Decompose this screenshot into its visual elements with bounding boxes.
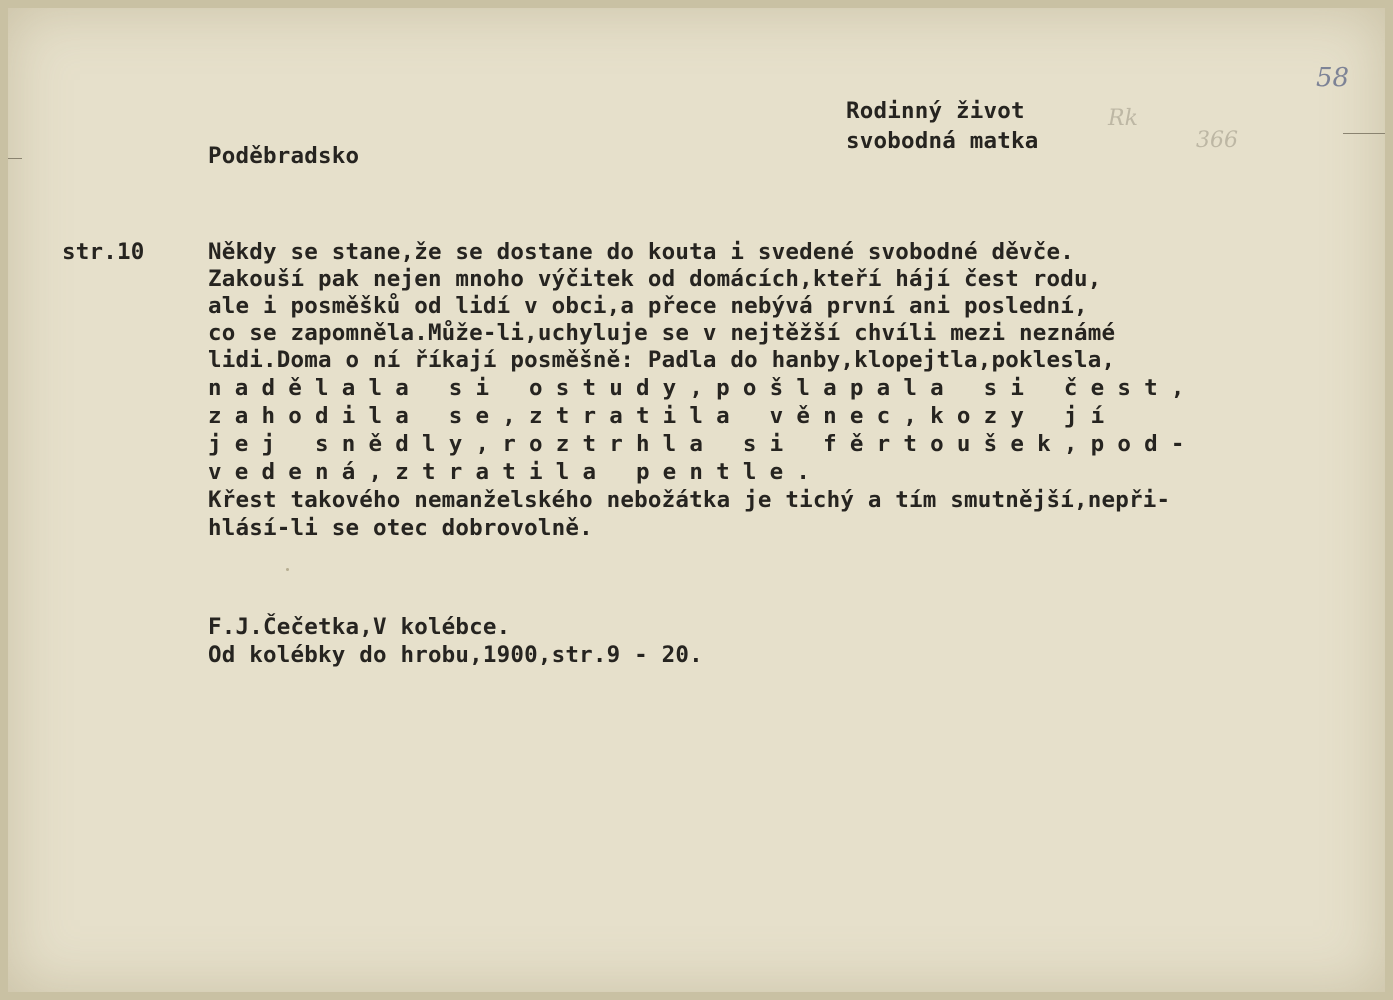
body-line: Někdy se stane,že se dostane do kouta i svedené svobodné děvče.	[208, 239, 1075, 265]
body-line: hlásí-li se otec dobrovolně.	[208, 515, 593, 541]
topic-line-1: Rodinný život	[846, 98, 1025, 124]
topic-line-2: svobodná matka	[846, 128, 1039, 154]
pencil-mark-prefix: Rk	[1108, 106, 1138, 131]
body-line: co se zapomněla.Může-li,uchyluje se v nejtěžší chvíli mezi neznámé	[208, 320, 1116, 346]
paper-speck	[286, 568, 289, 571]
body-line: jej snědly,roztrhla si fěrtoušek,pod-	[208, 431, 1198, 457]
source-line-1: F.J.Čečetka,V kolébce.	[208, 614, 511, 640]
margin-mark	[1343, 133, 1385, 134]
body-line: ale i posměšků od lidí v obci,a přece nebývá první ani poslední,	[208, 293, 1088, 319]
folio-number: 58	[1316, 63, 1350, 93]
page-reference: str.10	[62, 239, 145, 265]
body-line: nadělala si ostudy,pošlapala si čest,	[208, 375, 1198, 401]
region-label: Poděbradsko	[208, 143, 360, 169]
index-card	[8, 8, 1385, 992]
body-line: Zakouší pak nejen mnoho výčitek od domácích,kteří hájí čest rodu,	[208, 266, 1102, 292]
pencil-mark-number: 366	[1196, 128, 1238, 153]
body-line: lidi.Doma o ní říkají posměšně: Padla do hanby,klopejtla,poklesla,	[208, 347, 1116, 373]
source-line-2: Od kolébky do hrobu,1900,str.9 - 20.	[208, 642, 703, 668]
body-line: zahodila se,ztratila věnec,kozy jí	[208, 403, 1118, 429]
body-line: Křest takového nemanželského nebožátka je tichý a tím smutnější,nepři-	[208, 487, 1171, 513]
body-line: vedená,ztratila pentle.	[208, 459, 824, 485]
margin-mark-left	[8, 158, 22, 159]
